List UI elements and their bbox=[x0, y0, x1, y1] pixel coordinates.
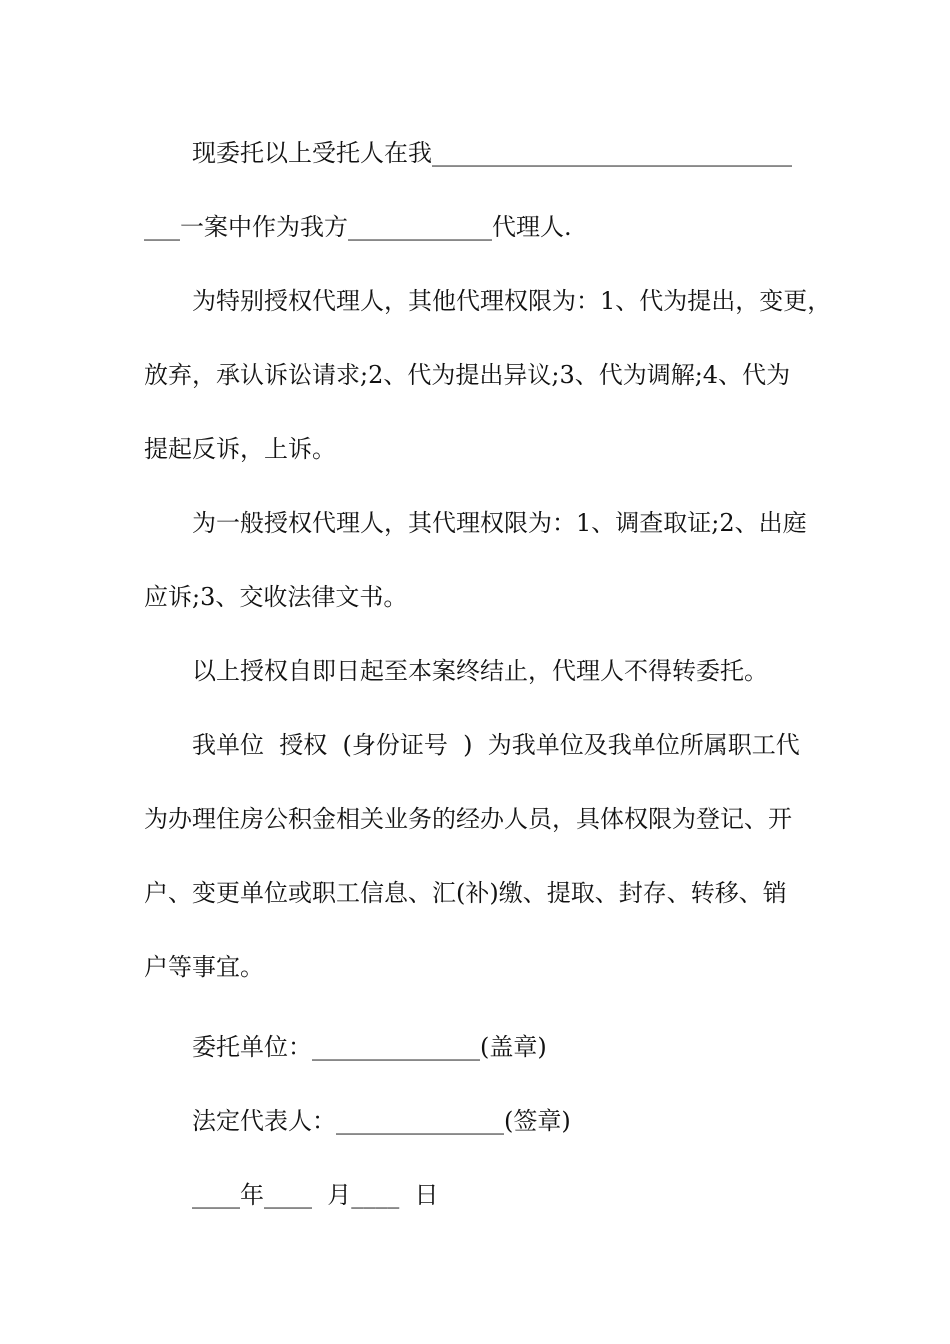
unit-authorization-line-3: 户、变更单位或职工信息、汇(补)缴、提取、封存、转移、销 bbox=[144, 879, 787, 907]
legal-representative-field: 法定代表人：______________(签章) bbox=[192, 1107, 571, 1135]
delegation-line: 现委托以上受托人在我______________________________ bbox=[192, 139, 792, 167]
entrusting-unit-field: 委托单位：______________(盖章) bbox=[192, 1033, 547, 1061]
general-authority-line-2: 应诉;3、交收法律文书。 bbox=[144, 583, 408, 611]
special-authority-line-3: 提起反诉，上诉。 bbox=[144, 435, 336, 463]
unit-authorization-line-4: 户等事宜。 bbox=[144, 953, 264, 981]
unit-authorization-line-2: 为办理住房公积金相关业务的经办人员，具体权限为登记、开 bbox=[144, 805, 792, 833]
date-field: ____年____ 月____ 日 bbox=[192, 1181, 439, 1209]
special-authority-line-1: 为特别授权代理人，其他代理权限为：1、代为提出，变更， bbox=[192, 287, 832, 315]
general-authority-line-1: 为一般授权代理人，其代理权限为：1、调查取证;2、出庭 bbox=[192, 509, 807, 537]
case-agent-line: ___一案中作为我方____________代理人. bbox=[144, 213, 572, 241]
authority-term-line: 以上授权自即日起至本案终结止，代理人不得转委托。 bbox=[192, 657, 768, 685]
unit-authorization-line-1: 我单位 授权 (身份证号 ) 为我单位及我单位所属职工代 bbox=[192, 731, 800, 759]
special-authority-line-2: 放弃，承认诉讼请求;2、代为提出异议;3、代为调解;4、代为 bbox=[144, 361, 791, 389]
